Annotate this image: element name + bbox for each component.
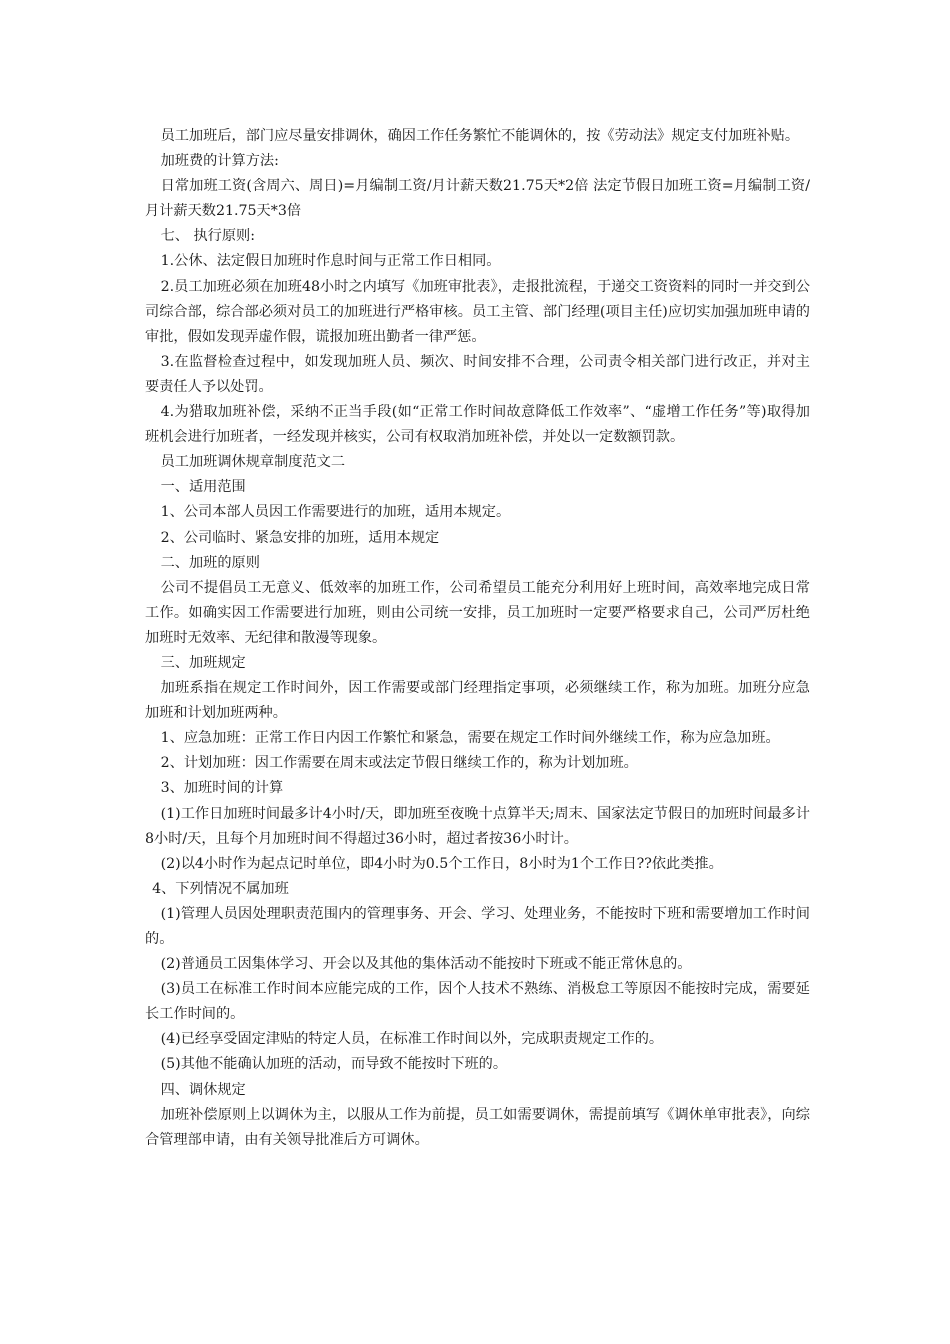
paragraph: 加班系指在规定工作时间外，因工作需要或部门经理指定事项，必须继续工作，称为加班。加班分应急加班和计划加班两种。 <box>145 680 810 722</box>
list-item: (1)工作日加班时间最多计4小时/天，即加班至夜晚十点算半天;周末、国家法定节假日的加班时间最多计8小时/天，且每个月加班时间不得超过36小时，超过者按36小时计。 <box>145 805 810 847</box>
list-item: (3)员工在标准工作时间本应能完成的工作，因个人技术不熟练、消极怠工等原因不能按时完成，需要延长工作时间的。 <box>145 981 810 1023</box>
list-item: 3.在监督检查过程中，如发现加班人员、频次、时间安排不合理，公司责令相关部门进行改正，并对主要责任人予以处罚。 <box>145 353 810 395</box>
document-page <box>145 124 810 1153</box>
list-item: 4、下列情况不属加班 <box>152 880 289 897</box>
section-heading: 一、适用范围 <box>160 479 246 496</box>
paragraph: 加班费的计算方法: <box>160 153 279 170</box>
paragraph: 员工加班后，部门应尽量安排调休，确因工作任务繁忙不能调休的，按《劳动法》规定支付加班补贴。 <box>160 128 800 144</box>
paragraph: 日常加班工资(含周六、周日)=月编制工资/月计薪天数21.75天*2倍 法定节假日加班工资=月编制工资/月计薪天数21.75天*3倍 <box>145 178 810 220</box>
list-item: 1、应急加班：正常工作日内因工作繁忙和紧急，需要在规定工作时间外继续工作，称为应急加班。 <box>160 730 780 747</box>
list-item: (2)普通员工因集体学习、开会以及其他的集体活动不能按时下班或不能正常休息的。 <box>160 956 692 973</box>
list-item: (5)其他不能确认加班的活动，而导致不能按时下班的。 <box>160 1056 508 1073</box>
section-heading: 三、加班规定 <box>160 654 246 671</box>
paragraph: 加班补偿原则上以调休为主，以服从工作为前提，员工如需要调休，需提前填写《调休单审批表》，向综合管理部申请，由有关领导批准后方可调休。 <box>145 1106 810 1148</box>
list-item: 3、加班时间的计算 <box>160 780 284 797</box>
section-heading: 四、调休规定 <box>160 1081 246 1098</box>
list-item: 2.员工加班必须在加班48小时之内填写《加班审批表》，走报批流程，于递交工资资料的同时一并交到公司综合部，综合部必须对员工的加班进行严格审核。员工主管、部门经理(项目主任)应切实加强加班申请的审批，假如发现弄虚作假，谎报加班出勤者一律严惩。 <box>145 278 810 345</box>
list-item: (4)已经享受固定津贴的特定人员，在标准工作时间以外，完成职责规定工作的。 <box>160 1031 664 1048</box>
list-item: 2、计划加班：因工作需要在周末或法定节假日继续工作的，称为计划加班。 <box>160 755 638 772</box>
list-item: 4.为猎取加班补偿，采纳不正当手段(如“正常工作时间故意降低工作效率”、“虚增工作任务”等)取得加班机会进行加班者，一经发现并核实，公司有权取消加班补偿，并处以一定数额罚款。 <box>145 404 810 446</box>
list-item: (2)以4小时作为起点记时单位，即4小时为0.5个工作日，8小时为1个工作日??依此类推。 <box>160 855 723 872</box>
section-heading: 七、 执行原则: <box>160 228 256 245</box>
paragraph: 公司不提倡员工无意义、低效率的加班工作，公司希望员工能充分利用好上班时间，高效率地完成日常工作。如确实因工作需要进行加班，则由公司统一安排，员工加班时一定要严格要求自己，公司严厉杜绝加班时无效率、无纪律和散漫等现象。 <box>145 579 810 646</box>
section-heading: 二、加班的原则 <box>160 554 260 571</box>
list-item: 1、公司本部人员因工作需要进行的加班，适用本规定。 <box>160 504 511 521</box>
list-item: 1.公休、法定假日加班时作息时间与正常工作日相同。 <box>160 253 501 270</box>
list-item: (1)管理人员因处理职责范围内的管理事务、开会、学习、处理业务，不能按时下班和需要增加工作时间的。 <box>145 905 810 947</box>
list-item: 2、公司临时、紧急安排的加班，适用本规定 <box>160 529 440 546</box>
document-subtitle: 员工加班调休规章制度范文二 <box>160 454 346 471</box>
